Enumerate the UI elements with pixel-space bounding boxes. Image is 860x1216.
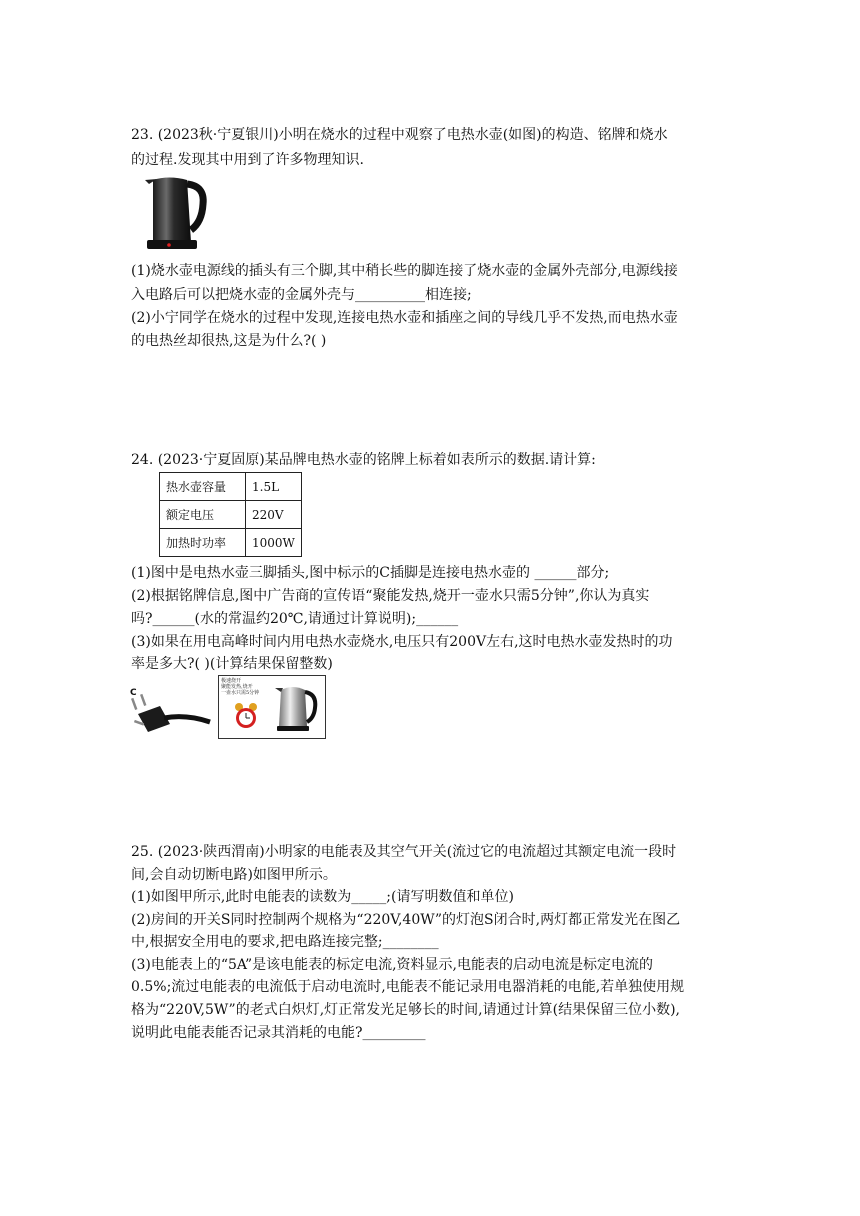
- q24-part2-line-1: (2)根据铭牌信息,图中广告商的宣传语“聚能发热,烧开一壶水只需5分钟”,你认为真实: [131, 588, 650, 604]
- q25-part1: (1)如图甲所示,此时电能表的读数为_____;(请写明数值和单位): [131, 889, 514, 905]
- q25-part2-line-2: 中,根据安全用电的要求,把电路连接完整;________: [131, 934, 439, 950]
- q25-stem-line-1: 25. (2023·陕西渭南)小明家的电能表及其空气开关(流过它的电流超过其额定电流一段时: [131, 844, 677, 860]
- table-cell-label: 额定电压: [160, 501, 246, 529]
- table-cell-label: 加热时功率: [160, 529, 246, 557]
- q23-stem-line-1: 23. (2023秋·宁夏银川)小明在烧水的过程中观察了电热水壶(如图)的构造、铭牌和烧水: [131, 127, 668, 143]
- q24-part3-line-1: (3)如果在用电高峰时间内用电热水壶烧水,电压只有200V左右,这时电热水壶发热时的功: [131, 634, 673, 650]
- q25-part2-line-1: (2)房间的开关S同时控制两个规格为“220V,40W”的灯泡S闭合时,两灯都正常发光在图乙: [131, 912, 681, 928]
- q25-part3-line-2: 0.5%;流过电能表的电流低于启动电流时,电能表不能记录用电器消耗的电能,若单独使用规: [131, 979, 685, 995]
- table-cell-label: 热水壶容量: [160, 473, 246, 501]
- q23-part2-line-2: 的电热丝却很热,这是为什么?( ): [131, 333, 327, 349]
- q23-part2-line-1: (2)小宁同学在烧水的过程中发现,连接电热水壶和插座之间的导线几乎不发热,而电热水壶: [131, 310, 678, 326]
- q24-stem: 24. (2023·宁夏固原)某品牌电热水壶的铭牌上标着如表所示的数据.请计算:: [131, 452, 596, 468]
- q23-part1-line-2: 入电路后可以把烧水壶的金属外壳与__________相连接;: [131, 287, 472, 303]
- table-row: [160, 473, 302, 501]
- alarm-clock-icon: [233, 702, 259, 732]
- table-row: [160, 529, 302, 557]
- q24-part2-line-2: 吗?______(水的常温约20℃,请通过计算说明);______: [131, 611, 459, 627]
- q23-stem-line-2: 的过程.发现其中用到了许多物理知识.: [131, 152, 364, 168]
- q24-part1: (1)图中是电热水壶三脚插头,图中标示的C插脚是连接电热水壶的 ______部分;: [131, 565, 610, 581]
- table-cell-value: 220V: [246, 501, 302, 529]
- table-row: [160, 501, 302, 529]
- table-cell-value: 1.5L: [246, 473, 302, 501]
- q25-part3-line-1: (3)电能表上的“5A”是该电能表的标定电流,资料显示,电能表的启动电流是标定电流的: [131, 957, 654, 973]
- kettle-image: [139, 172, 209, 254]
- ad-slogan: 极速烧开 聚能发热,烧开 一壶水只需5分钟: [221, 678, 260, 696]
- q25-stem-line-2: 间,会自动切断电路)如图甲所示。: [131, 867, 337, 883]
- kettle-spec-table: [159, 472, 302, 557]
- steel-kettle-icon: [273, 680, 319, 734]
- plug-pin-c-label: C: [130, 688, 137, 698]
- three-pin-plug-image: [130, 684, 214, 740]
- q25-part3-line-3: 格为“220V,5W”的老式白炽灯,灯正常发光足够长的时间,请通过计算(结果保留三位小数),: [131, 1002, 680, 1018]
- table-cell-value: 1000W: [246, 529, 302, 557]
- q25-part3-line-4: 说明此电能表能否记录其消耗的电能?_________: [131, 1025, 426, 1041]
- q24-part3-line-2: 率是多大?( )(计算结果保留整数): [131, 656, 333, 672]
- kettle-advertisement-image: [218, 675, 326, 739]
- q23-part1-line-1: (1)烧水壶电源线的插头有三个脚,其中稍长些的脚连接了烧水壶的金属外壳部分,电源线接: [131, 263, 678, 279]
